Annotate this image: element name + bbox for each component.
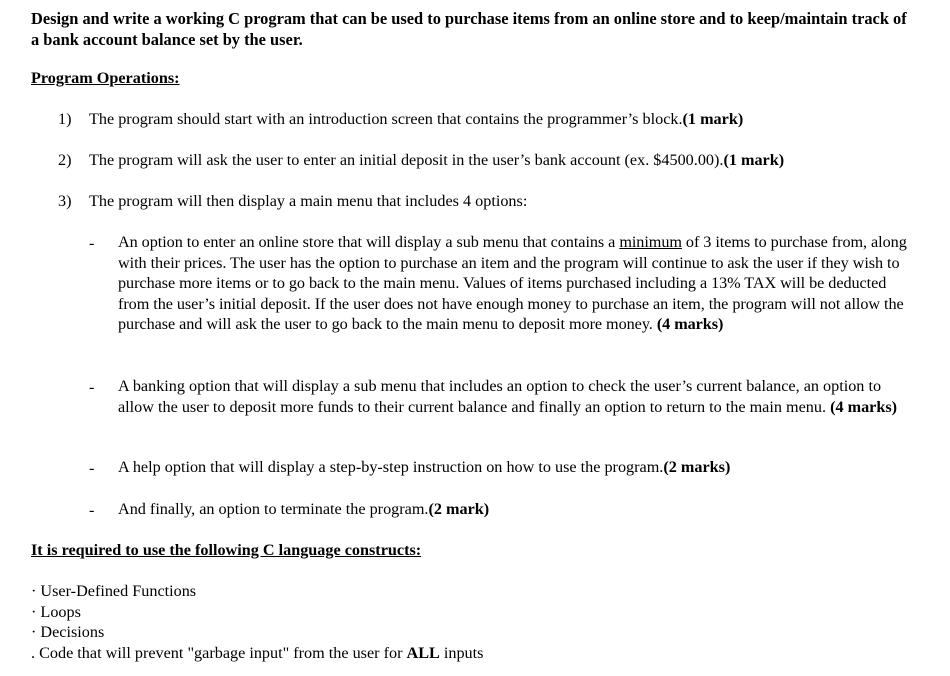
- constructs-heading: It is required to use the following C language constructs:: [31, 541, 422, 559]
- program-operations-heading: Program Operations:: [31, 69, 180, 87]
- item-text: The program will ask the user to enter an initial deposit in the user’s bank account (ex. $4500.00).: [89, 151, 724, 169]
- option-marks: (4 marks): [656, 315, 724, 333]
- item-number: 1): [58, 110, 72, 128]
- construct-emphasis: ALL: [406, 644, 440, 662]
- option-text: A banking option that will display a sub menu that includes an option to check the user’s current balance, an option to allow the user to deposit more funds to their current balance and finally an option to return to the main menu.: [118, 377, 882, 416]
- option-exit: [118, 499, 908, 520]
- option-text: A help option that will display a step-by-step instruction on how to use the program.: [118, 458, 664, 476]
- operation-item-2: [58, 150, 918, 171]
- option-marks: (4 marks): [830, 397, 898, 416]
- option-dash: -: [89, 234, 95, 252]
- item-number: 3): [58, 192, 72, 210]
- construct-item: · Loops: [31, 603, 81, 621]
- construct-item: · User-Defined Functions: [31, 582, 197, 600]
- option-help: [118, 457, 908, 478]
- operation-item-3: [58, 191, 918, 212]
- item-marks: (1 mark): [682, 110, 744, 128]
- item-text: The program should start with an introduction screen that contains the programmer’s block.: [89, 110, 683, 128]
- option-dash: -: [89, 459, 95, 477]
- construct-item: · Decisions: [31, 623, 105, 641]
- option-dash: -: [89, 378, 95, 396]
- assignment-title: Design and write a working C program that can be used to purchase items from an online store and to keep/maintain track of a bank account balance set by the user.: [31, 9, 907, 49]
- option-marks: (2 mark): [428, 500, 490, 518]
- option-online-store: [118, 232, 908, 335]
- item-number: 2): [58, 151, 72, 169]
- item-marks: (1 mark): [723, 151, 785, 169]
- option-marks: (2 marks): [663, 458, 731, 476]
- item-text: The program will then display a main menu that includes 4 options:: [89, 192, 528, 210]
- option-text: And finally, an option to terminate the program.: [118, 500, 429, 518]
- option-text: of 3 items to purchase from, along with their prices. The user has the option to purchase an item and the program will continue to ask the user if they wish to purchase more items or to go back to the main menu. Values of items purchased including a 13% TAX will be deducted from the user’s initial deposit. If the user does not have enough money to purchase an item, the program will not allow the purchase and will ask the user to go back to the main menu to deposit more money.: [118, 233, 907, 333]
- construct-text: inputs: [439, 644, 484, 662]
- option-banking: [118, 376, 908, 417]
- operation-item-1: [58, 109, 918, 130]
- option-text: An option to enter an online store that will display a sub menu that contains a: [118, 233, 620, 251]
- construct-item: [31, 643, 731, 664]
- construct-text: . Code that will prevent "garbage input" from the user for: [31, 644, 407, 662]
- emphasis-text: minimum: [619, 233, 682, 251]
- option-dash: -: [89, 501, 95, 519]
